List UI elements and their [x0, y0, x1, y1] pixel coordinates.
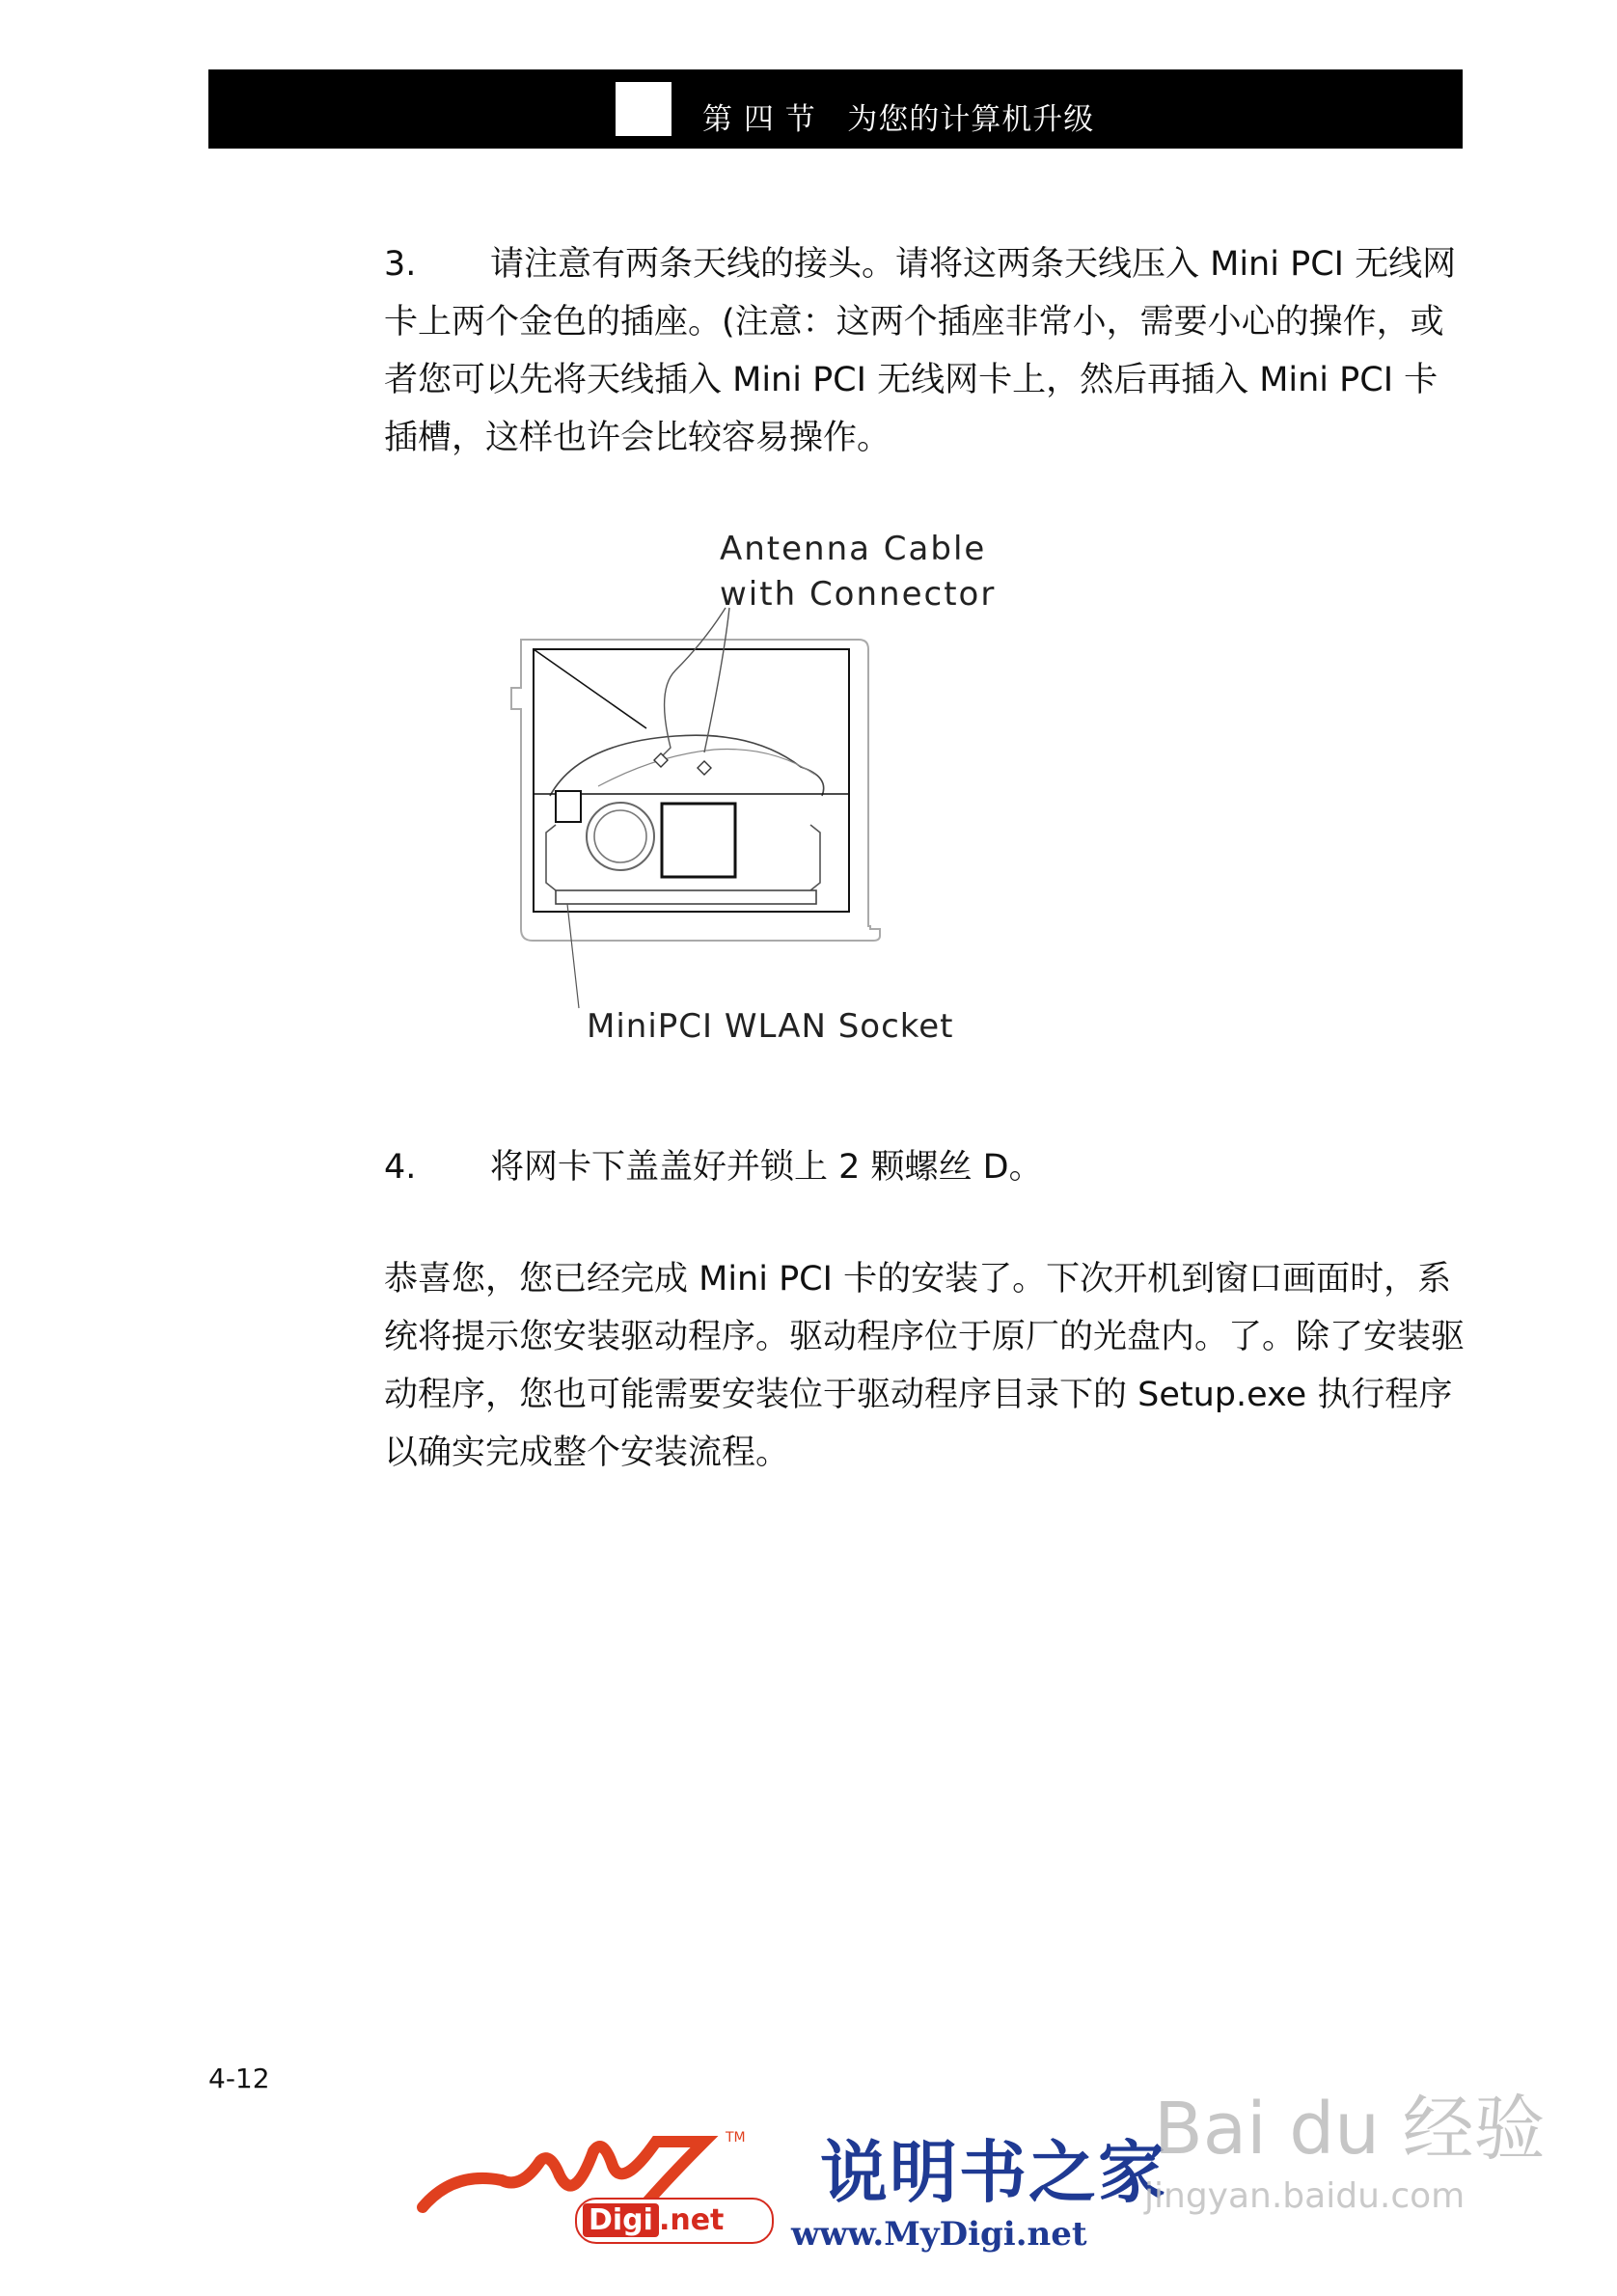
step-3-text: 请注意有两条天线的接头。请将这两条天线压入 Mini PCI 无线网卡上两个金色的插座。(注意：这两个插座非常小，需要小心的操作，或者您可以先将天线插入 Mini PCI 无线网卡上，然后再插入 Mini PCI 卡插槽，这样也许会比较容易操作。 [384, 245, 1457, 457]
step-4-paragraph [384, 1138, 1465, 1196]
antenna-pointer-2 [704, 608, 729, 752]
antenna-cable [550, 735, 824, 796]
step-4-number: 4. [384, 1148, 417, 1187]
socket-pointer [567, 904, 579, 1008]
congrats-paragraph: 恭喜您，您已经完成 Mini PCI 卡的安装了。下次开机到窗口画面时，系统将提示您安装驱动程序。驱动程序位于原厂的光盘内。了。除了安装驱动程序，您也可能需要安装位于驱动程序目录下的 Setup.exe 执行程序以确实完成整个安装流程。 [384, 1260, 1466, 1472]
logo-tm: TM [726, 2130, 746, 2146]
antenna-label-line1: Antenna Cable [720, 530, 987, 568]
minipci-socket [556, 890, 816, 904]
square-chip [662, 804, 735, 877]
antenna-label-line2: with Connector [720, 575, 997, 614]
step-3-number: 3. [384, 245, 417, 284]
socket-left-clip [546, 825, 556, 890]
mydigi-logo-sub [575, 2198, 774, 2244]
site-url: www.MyDigi.net [791, 2215, 1087, 2254]
section-marker-box [616, 82, 671, 136]
small-chip [556, 791, 581, 822]
connector-left [654, 753, 668, 767]
baidu-watermark-url: jingyan.baidu.com [1144, 2176, 1466, 2216]
logo-net: .net [658, 2203, 725, 2237]
socket-right-clip [810, 825, 820, 890]
step-4-text: 将网卡下盖盖好并锁上 2 颗螺丝 D。 [490, 1148, 1043, 1187]
page-number: 4-12 [208, 2063, 270, 2094]
baidu-watermark-logo: Bai du 经验 [1154, 2088, 1546, 2171]
section-title: 第 四 节 为您的计算机升级 [702, 102, 1095, 137]
socket-label: MiniPCI WLAN Socket [587, 1007, 954, 1046]
site-name: 说明书之家 [820, 2132, 1167, 2212]
minipci-diagram [482, 526, 997, 1066]
round-component-outer [587, 803, 654, 870]
card-diagonal [534, 649, 646, 728]
connector-right [698, 761, 711, 775]
logo-digi: Digi [583, 2203, 659, 2237]
step-3-paragraph [384, 235, 1465, 467]
